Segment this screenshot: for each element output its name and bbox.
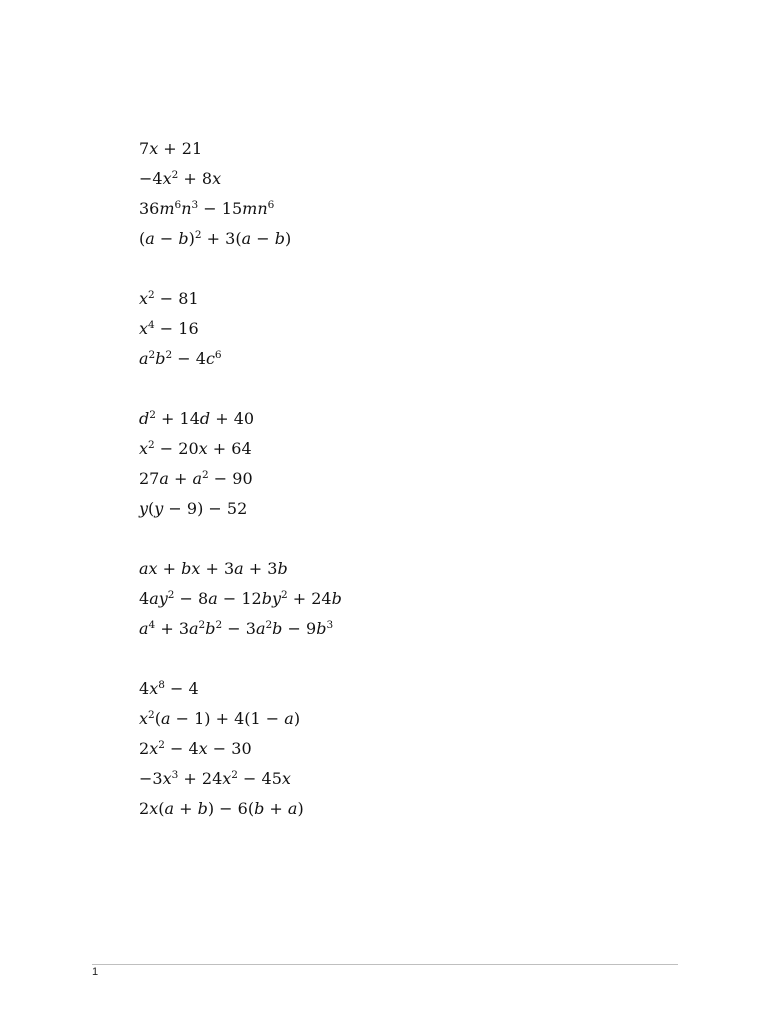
variable: b	[155, 349, 166, 368]
term-text: + 3(	[201, 229, 242, 248]
exponent: 2	[171, 169, 179, 181]
math-expression	[139, 227, 679, 257]
variable: bx	[181, 559, 201, 578]
math-expression	[139, 497, 679, 527]
variable: a	[145, 229, 155, 248]
exponent: 2	[148, 289, 155, 301]
variable: y	[139, 499, 149, 518]
variable: x	[139, 709, 149, 728]
variable: x	[212, 169, 222, 188]
math-expression	[139, 167, 679, 197]
exponent: 2	[167, 589, 175, 601]
variable: b	[316, 619, 327, 638]
variable: b	[277, 559, 288, 578]
exponent: 2	[148, 709, 155, 721]
variable: by	[261, 589, 281, 608]
exponent: 2	[215, 619, 223, 631]
term-text: + 3	[155, 619, 189, 638]
term-text: (	[148, 499, 155, 518]
exponent: 6	[267, 199, 275, 211]
exponent: 2	[148, 349, 156, 361]
term-text: −	[251, 229, 275, 248]
math-expression	[139, 617, 679, 647]
variable: a	[160, 709, 171, 728]
term-text: 7	[139, 139, 150, 158]
variable: a	[139, 349, 149, 368]
exponent: 2	[148, 439, 155, 451]
exponent: 6	[174, 199, 182, 211]
term-text: + 24	[287, 589, 332, 608]
term-text: 27	[139, 469, 160, 488]
variable: b	[331, 589, 342, 608]
exponent: 4	[148, 619, 156, 631]
term-text: )	[284, 229, 292, 248]
variable: a	[284, 709, 294, 728]
expression-group	[139, 557, 679, 647]
term-text: − 12	[217, 589, 262, 608]
variable: x	[198, 739, 208, 758]
term-text: 4	[139, 589, 150, 608]
math-expression	[139, 347, 679, 377]
expression-group	[139, 137, 679, 257]
math-expression	[139, 677, 679, 707]
page-number: 1	[92, 966, 99, 978]
variable: y	[154, 499, 164, 518]
term-text: ) − 6(	[207, 799, 255, 818]
exponent: 3	[191, 199, 199, 211]
variable: a	[208, 589, 218, 608]
variable: x	[139, 289, 149, 308]
math-expression	[139, 797, 679, 827]
term-text: − 81	[154, 289, 199, 308]
footer-divider	[92, 964, 678, 965]
variable: x	[198, 439, 208, 458]
term-text: + 24	[178, 769, 223, 788]
term-text: −4	[139, 169, 163, 188]
term-text: −3	[139, 769, 163, 788]
exponent: 2	[280, 589, 288, 601]
variable: a	[159, 469, 169, 488]
term-text: + 8	[178, 169, 213, 188]
math-expression	[139, 317, 679, 347]
math-expression	[139, 767, 679, 797]
variable: x	[139, 319, 149, 338]
term-text: − 8	[174, 589, 209, 608]
variable: m	[159, 199, 175, 218]
variable: b	[274, 229, 285, 248]
exponent: 8	[158, 679, 165, 691]
term-text: − 90	[208, 469, 253, 488]
expression-list	[139, 137, 679, 857]
expression-group	[139, 407, 679, 527]
variable: ax	[139, 559, 158, 578]
term-text: − 3	[222, 619, 256, 638]
exponent: 6	[214, 349, 222, 361]
variable: x	[139, 439, 149, 458]
variable: x	[149, 739, 159, 758]
variable: ay	[149, 589, 168, 608]
variable: n	[181, 199, 192, 218]
exponent: 2	[149, 409, 156, 421]
term-text: 2	[139, 799, 150, 818]
math-expression	[139, 707, 679, 737]
variable: b	[254, 799, 265, 818]
variable: a	[255, 619, 266, 638]
term-text: − 15	[198, 199, 243, 218]
math-expression	[139, 197, 679, 227]
math-expression	[139, 467, 679, 497]
variable: b	[272, 619, 283, 638]
variable: a	[234, 559, 244, 578]
term-text: − 4	[172, 349, 206, 368]
math-expression	[139, 737, 679, 767]
term-text: 36	[139, 199, 160, 218]
variable: a	[164, 799, 175, 818]
math-expression	[139, 407, 679, 437]
term-text: +	[168, 469, 193, 488]
term-text: −	[154, 229, 179, 248]
expression-group	[139, 677, 679, 827]
term-text: − 20	[154, 439, 199, 458]
exponent: 3	[326, 619, 334, 631]
term-text: − 9	[282, 619, 317, 638]
term-text: )	[297, 799, 304, 818]
expression-group	[139, 287, 679, 377]
math-expression	[139, 437, 679, 467]
variable: b	[205, 619, 216, 638]
term-text: + 64	[207, 439, 252, 458]
term-text: − 45	[237, 769, 282, 788]
exponent: 2	[202, 469, 209, 481]
term-text: − 4	[164, 679, 199, 698]
variable: d	[199, 409, 211, 428]
variable: x	[162, 769, 172, 788]
math-expression	[139, 587, 679, 617]
term-text: − 9) − 52	[163, 499, 248, 518]
term-text: 4	[139, 679, 150, 698]
exponent: 3	[171, 769, 179, 781]
variable: x	[222, 769, 232, 788]
exponent: 2	[265, 619, 273, 631]
variable: x	[149, 679, 159, 698]
term-text: +	[174, 799, 198, 818]
variable: d	[139, 409, 150, 428]
term-text: + 21	[158, 139, 203, 158]
term-text: + 14	[155, 409, 200, 428]
term-text: 2	[139, 739, 150, 758]
term-text: +	[264, 799, 288, 818]
term-text: (	[139, 229, 146, 248]
term-text: (	[158, 799, 165, 818]
exponent: 2	[198, 619, 206, 631]
variable: a	[241, 229, 252, 248]
variable: a	[192, 469, 203, 488]
variable: a	[139, 619, 149, 638]
variable: mn	[242, 199, 268, 218]
term-text: + 40	[210, 409, 255, 428]
exponent: 2	[165, 349, 173, 361]
term-text: − 1) + 4(1 −	[170, 709, 285, 728]
term-text: )	[293, 709, 301, 728]
term-text: +	[157, 559, 182, 578]
term-text: − 16	[154, 319, 199, 338]
exponent: 4	[148, 319, 155, 331]
exponent: 2	[194, 229, 202, 241]
exponent: 2	[158, 739, 165, 751]
variable: a	[287, 799, 298, 818]
term-text: − 4	[164, 739, 199, 758]
math-expression	[139, 287, 679, 317]
variable: b	[178, 229, 189, 248]
variable: a	[189, 619, 199, 638]
term-text: (	[154, 709, 161, 728]
term-text: )	[188, 229, 195, 248]
term-text: + 3	[200, 559, 235, 578]
exponent: 2	[231, 769, 238, 781]
variable: x	[149, 799, 159, 818]
term-text: − 30	[207, 739, 252, 758]
variable: c	[205, 349, 215, 368]
variable: b	[197, 799, 208, 818]
variable: x	[281, 769, 291, 788]
math-expression	[139, 557, 679, 587]
term-text: + 3	[243, 559, 278, 578]
variable: x	[162, 169, 172, 188]
math-expression	[139, 137, 679, 167]
variable: x	[149, 139, 159, 158]
